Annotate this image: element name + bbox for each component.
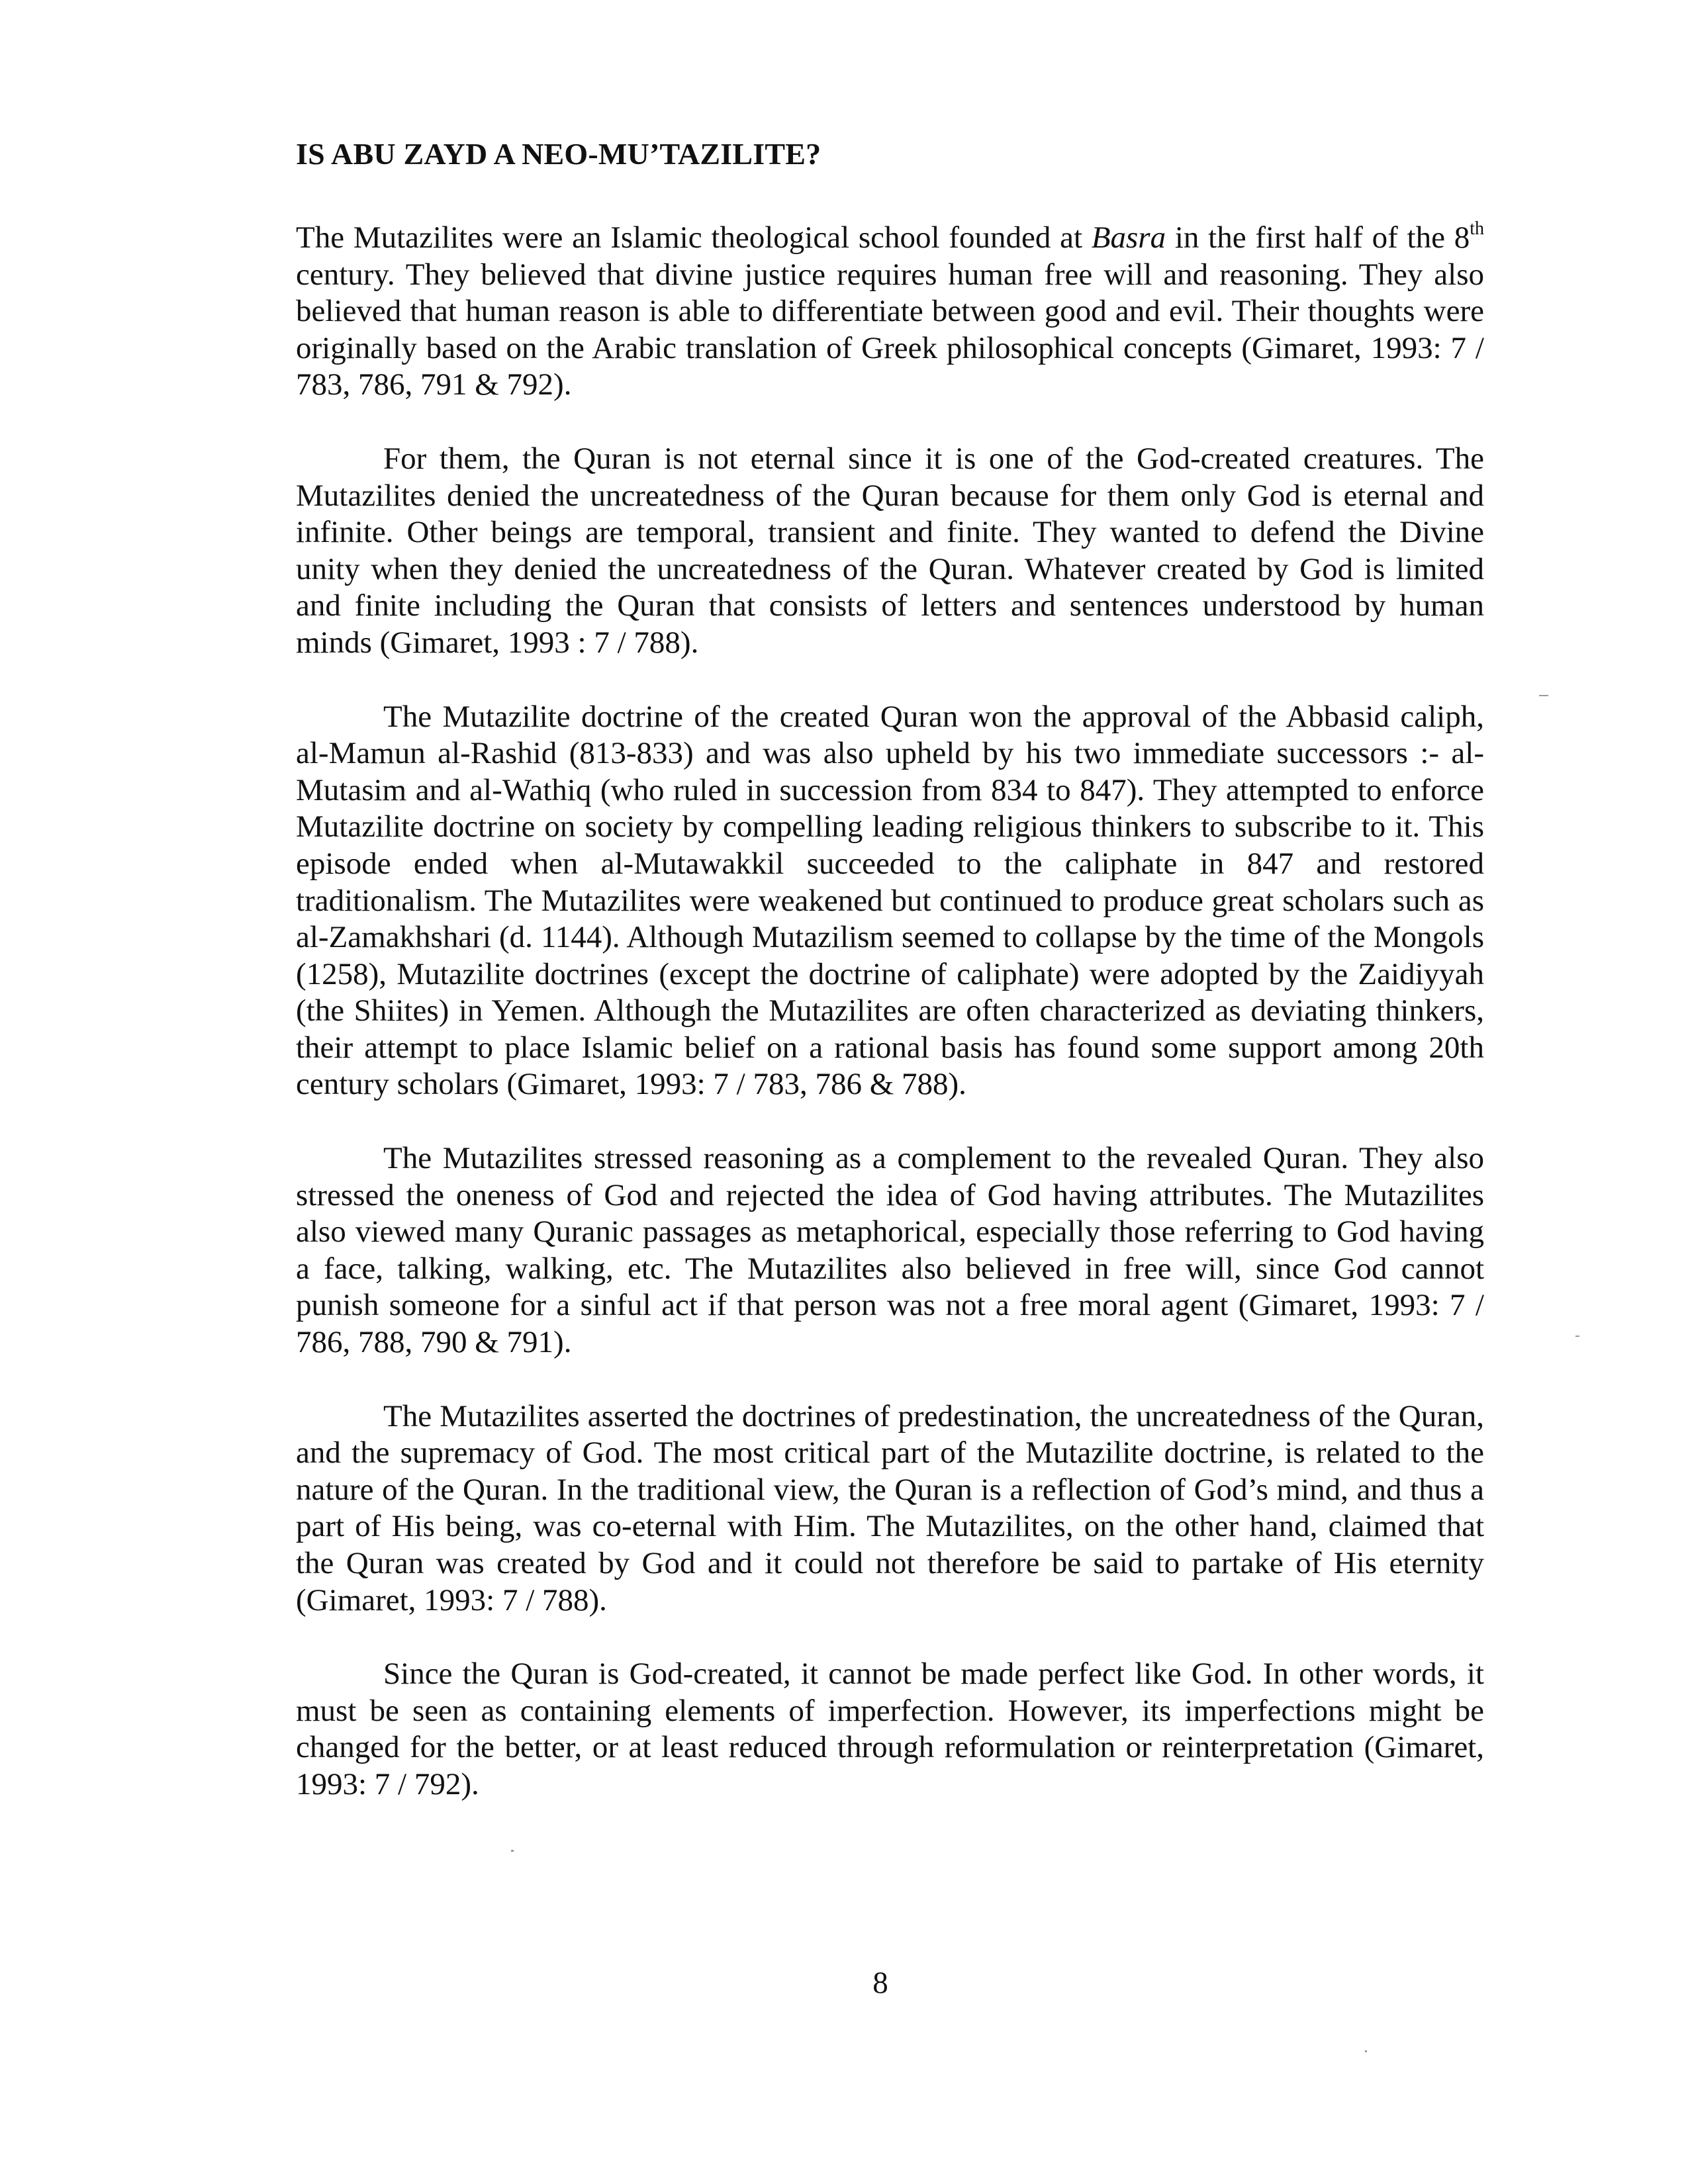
paragraph-1-text-c: century. They believed that divine justice requires human free will and reasoning. They also believed that human reason is able to differentiate between good and evil. Their thoughts were originally based on the Arabic translation of Greek philosophical concepts (Gimaret, 1993: 7 / 783, 786, 791 & 792). [296,257,1484,402]
paragraph-3: The Mutazilite doctrine of the created Quran won the approval of the Abbasid caliph, al-Mamun al-Rashid (813-833) and was also upheld by his two immediate successors :- al-Mutasim and al-Wathiq (who ruled in succession from 834 to 847). They attempted to enforce Mutazilite doctrine on society by compelling leading religious thinkers to subscribe to it. This episode ended when al-Mutawakkil succeeded to the caliphate in 847 and restored traditionalism. The Mutazilites were weakened but continued to produce great scholars such as al-Zamakhshari (d. 1144). Although Mutazilism seemed to collapse by the time of the Mongols (1258), Mutazilite doctrines (except the doctrine of caliphate) were adopted by the Zaidiyyah (the Shiites) in Yemen. Although the Mutazilites are often characterized as deviating thinkers, their attempt to place Islamic belief on a rational basis has found some support among 20th century scholars (Gimaret, 1993: 7 / 783, 786 & 788). [296,699,1484,1102]
scan-speck [511,1850,514,1852]
scan-speck [1365,2050,1367,2052]
section-heading: IS ABU ZAYD A NEO-MU’TAZILITE? [296,137,821,171]
paragraph-1-text-b: in the first half of the 8 [1166,220,1470,255]
paragraph-1-text-a: The Mutazilites were an Islamic theological school founded at [296,220,1092,255]
paragraph-2: For them, the Quran is not eternal since it is one of the God-created creatures. The Mutazilites denied the uncreatedness of the Quran because for them only God is eternal and infinite. Other beings are temporal, transient and finite. They wanted to defend the Divine unity when they denied the uncreatedness of the Quran. Whatever created by God is limited and finite including the Quran that consists of letters and sentences understood by human minds (Gimaret, 1993 : 7 / 788). [296,441,1484,660]
place-name-italic: Basra [1091,220,1166,255]
ordinal-superscript: th [1470,218,1484,239]
paragraph-4: The Mutazilites stressed reasoning as a complement to the revealed Quran. They also stressed the oneness of God and rejected the idea of God having attributes. The Mutazilites also viewed many Quranic passages as metaphorical, especially those referring to God having a face, talking, walking, etc. The Mutazilites also believed in free will, since God cannot punish someone for a sinful act if that person was not a free moral agent (Gimaret, 1993: 7 / 786, 788, 790 & 791). [296,1141,1484,1360]
paragraph-5: The Mutazilites asserted the doctrines of predestination, the uncreatedness of the Quran, and the supremacy of God. The most critical part of the Mutazilite doctrine, is related to the nature of the Quran. In the traditional view, the Quran is a reflection of God’s mind, and thus a part of His being, was co-eternal with Him. The Mutazilites, on the other hand, claimed that the Quran was created by God and it could not therefore be said to partake of His eternity (Gimaret, 1993: 7 / 788). [296,1398,1484,1617]
paragraph-6: Since the Quran is God-created, it cannot be made perfect like God. In other words, it must be seen as containing elements of imperfection. However, its imperfections might be changed for the better, or at least reduced through reformulation or reinterpretation (Gimaret, 1993: 7 / 792). [296,1657,1484,1801]
scan-speck [1575,1336,1579,1337]
body-text [296,220,1484,1841]
page-number: 8 [872,1966,888,2000]
scan-speck [1539,695,1548,696]
paragraph-1 [296,220,1484,404]
